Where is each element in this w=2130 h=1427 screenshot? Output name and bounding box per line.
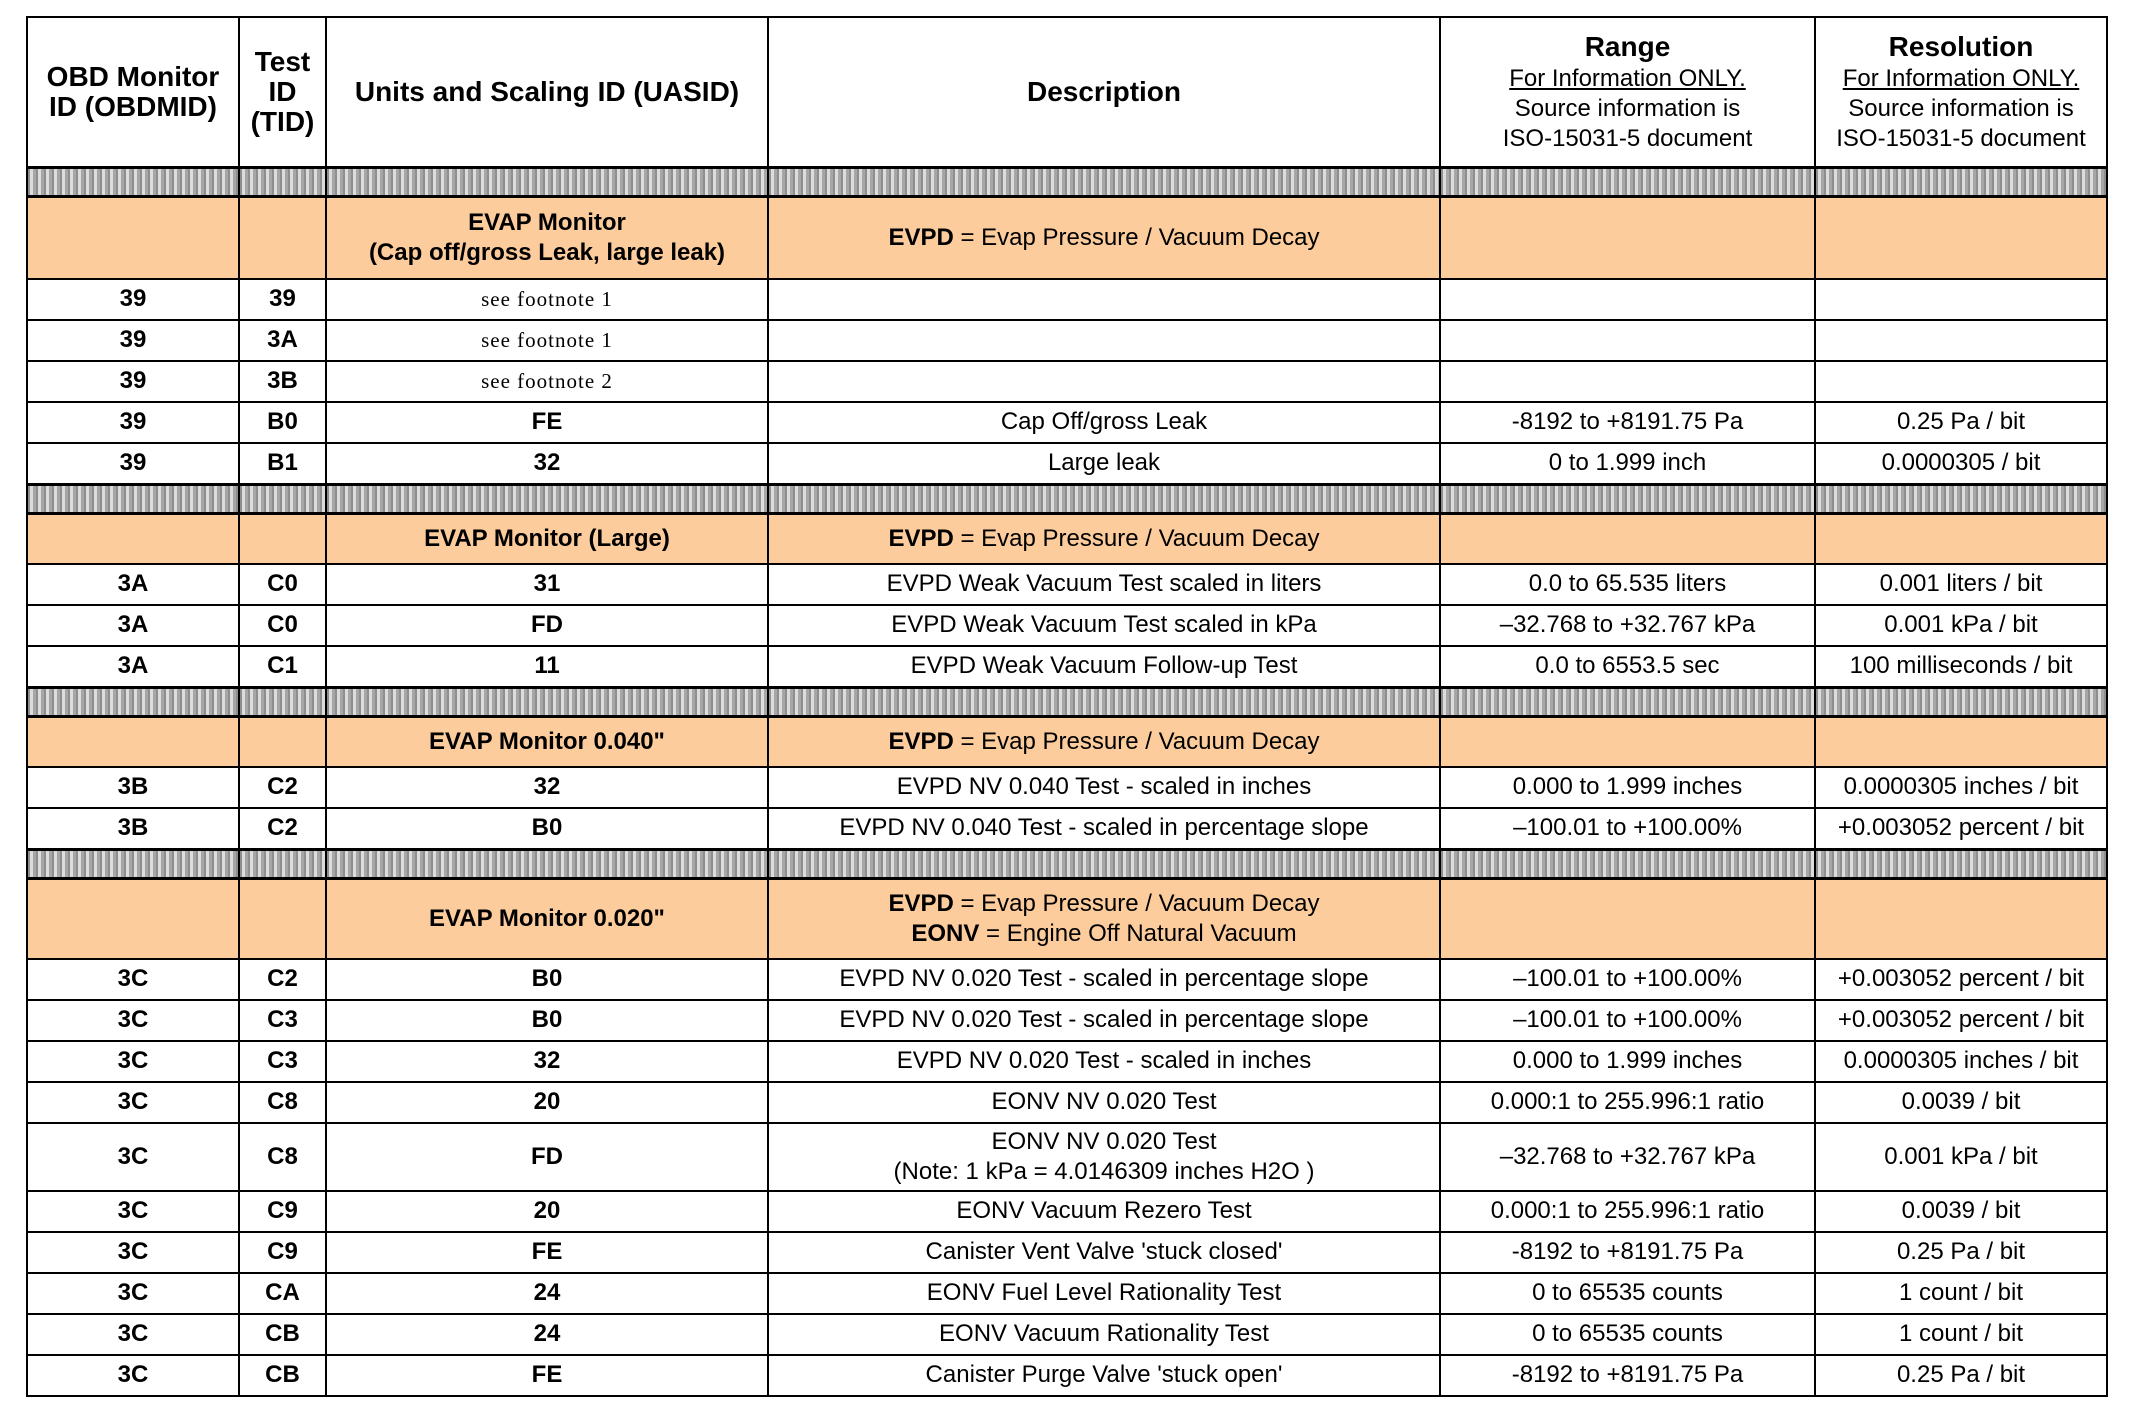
table-row	[27, 1273, 2107, 1314]
resolution-cell: 0.001 kPa / bit	[1815, 1123, 2107, 1191]
range-cell	[1440, 320, 1815, 361]
group-title	[326, 196, 768, 279]
obdmid-cell: 39	[27, 320, 239, 361]
obdmid-cell: 3C	[27, 1314, 239, 1355]
group-header-row	[27, 716, 2107, 767]
table-row	[27, 959, 2107, 1000]
table-row	[27, 1314, 2107, 1355]
description-cell: Cap Off/gross Leak	[768, 402, 1440, 443]
table-row	[27, 605, 2107, 646]
obdmid-cell: 3C	[27, 1082, 239, 1123]
section-divider	[27, 687, 2107, 716]
divider-cell	[1440, 849, 1815, 878]
table-row	[27, 1232, 2107, 1273]
description-cell: EVPD NV 0.020 Test - scaled in percentage slope	[768, 959, 1440, 1000]
uasid-cell: B0	[326, 808, 768, 850]
obdmid-cell: 3B	[27, 808, 239, 850]
group-tid-cell	[239, 878, 326, 959]
group-description-line: EONV = Engine Off Natural Vacuum	[911, 919, 1297, 947]
group-obdmid-cell	[27, 513, 239, 564]
divider-cell	[239, 849, 326, 878]
range-cell: –32.768 to +32.767 kPa	[1440, 1123, 1815, 1191]
header-range: Range For Information ONLY. Source information is ISO-15031-5 document	[1440, 17, 1815, 167]
tid-cell: CB	[239, 1355, 326, 1396]
group-title-line: (Cap off/gross Leak, large leak)	[368, 238, 726, 266]
uasid-cell: see footnote 1	[326, 279, 768, 320]
group-title	[326, 716, 768, 767]
divider-cell	[768, 167, 1440, 196]
description-cell: Large leak	[768, 443, 1440, 485]
group-header-row	[27, 196, 2107, 279]
description-cell: EONV Vacuum Rezero Test	[768, 1191, 1440, 1232]
tid-cell: C9	[239, 1191, 326, 1232]
divider-cell	[1440, 687, 1815, 716]
abbreviation-key: EVPD	[888, 727, 954, 755]
group-header-row	[27, 513, 2107, 564]
uasid-cell: 32	[326, 443, 768, 485]
tid-cell: C2	[239, 808, 326, 850]
tid-cell: CA	[239, 1273, 326, 1314]
obdmid-cell: 3C	[27, 1123, 239, 1191]
range-cell: 0.000 to 1.999 inches	[1440, 767, 1815, 808]
tid-cell: C3	[239, 1000, 326, 1041]
resolution-cell	[1815, 361, 2107, 402]
range-cell: -8192 to +8191.75 Pa	[1440, 1355, 1815, 1396]
tid-cell: C1	[239, 646, 326, 688]
description-cell: EVPD NV 0.040 Test - scaled in percentage slope	[768, 808, 1440, 850]
description-cell	[768, 320, 1440, 361]
tid-cell: 39	[239, 279, 326, 320]
tid-cell: 3A	[239, 320, 326, 361]
table-row	[27, 808, 2107, 850]
uasid-cell: FD	[326, 1123, 768, 1191]
description-cell	[768, 361, 1440, 402]
obdmid-cell: 39	[27, 361, 239, 402]
group-range-cell	[1440, 196, 1815, 279]
resolution-cell: 0.0039 / bit	[1815, 1082, 2107, 1123]
uasid-cell: 32	[326, 767, 768, 808]
range-cell: 0.0 to 6553.5 sec	[1440, 646, 1815, 688]
resolution-cell: 0.25 Pa / bit	[1815, 1232, 2107, 1273]
divider-cell	[768, 849, 1440, 878]
divider-cell	[1815, 167, 2107, 196]
divider-cell	[239, 687, 326, 716]
obdmid-cell: 3A	[27, 564, 239, 605]
range-cell: 0.0 to 65.535 liters	[1440, 564, 1815, 605]
obdmid-cell: 3C	[27, 1273, 239, 1314]
description-cell: EONV Vacuum Rationality Test	[768, 1314, 1440, 1355]
header-tid: Test ID (TID)	[239, 17, 326, 167]
tid-cell: C8	[239, 1123, 326, 1191]
header-resolution: Resolution For Information ONLY. Source information is ISO-15031-5 document	[1815, 17, 2107, 167]
resolution-cell: 0.25 Pa / bit	[1815, 1355, 2107, 1396]
group-title	[326, 513, 768, 564]
group-title-line: EVAP Monitor (Large)	[424, 524, 670, 552]
group-resolution-cell	[1815, 513, 2107, 564]
table-row	[27, 279, 2107, 320]
resolution-cell	[1815, 279, 2107, 320]
group-description	[768, 196, 1440, 279]
table-row	[27, 320, 2107, 361]
description-cell: EONV Fuel Level Rationality Test	[768, 1273, 1440, 1314]
resolution-cell: +0.003052 percent / bit	[1815, 959, 2107, 1000]
obdmid-cell: 3A	[27, 646, 239, 688]
tid-cell: C3	[239, 1041, 326, 1082]
resolution-cell: 0.0000305 / bit	[1815, 443, 2107, 485]
description-cell: EVPD NV 0.020 Test - scaled in inches	[768, 1041, 1440, 1082]
group-header-row	[27, 878, 2107, 959]
divider-cell	[326, 849, 768, 878]
group-description-line: EVPD = Evap Pressure / Vacuum Decay	[888, 524, 1320, 552]
abbreviation-key: EONV	[911, 919, 980, 947]
obdmid-cell: 3B	[27, 767, 239, 808]
table-row	[27, 564, 2107, 605]
range-cell: 0 to 65535 counts	[1440, 1314, 1815, 1355]
obdmid-cell: 3C	[27, 1355, 239, 1396]
description-line: EONV NV 0.020 Test	[991, 1127, 1217, 1155]
description-cell	[768, 279, 1440, 320]
group-description-line: EVPD = Evap Pressure / Vacuum Decay	[888, 223, 1320, 251]
obdmid-table	[26, 16, 2108, 1397]
divider-cell	[1815, 484, 2107, 513]
range-cell: –100.01 to +100.00%	[1440, 808, 1815, 850]
resolution-cell: 0.0039 / bit	[1815, 1191, 2107, 1232]
divider-cell	[27, 167, 239, 196]
tid-cell: B0	[239, 402, 326, 443]
section-divider	[27, 167, 2107, 196]
description-cell: EVPD NV 0.040 Test - scaled in inches	[768, 767, 1440, 808]
uasid-cell: see footnote 2	[326, 361, 768, 402]
group-resolution-cell	[1815, 716, 2107, 767]
uasid-cell: 20	[326, 1191, 768, 1232]
table-row	[27, 1082, 2107, 1123]
table-row	[27, 443, 2107, 485]
group-obdmid-cell	[27, 196, 239, 279]
table-body	[27, 167, 2107, 1396]
uasid-cell: 24	[326, 1314, 768, 1355]
divider-cell	[1815, 687, 2107, 716]
range-cell: 0 to 65535 counts	[1440, 1273, 1815, 1314]
table-row	[27, 646, 2107, 688]
uasid-cell: 24	[326, 1273, 768, 1314]
tid-cell: C9	[239, 1232, 326, 1273]
header-uasid: Units and Scaling ID (UASID)	[326, 17, 768, 167]
divider-cell	[326, 687, 768, 716]
obdmid-cell: 3C	[27, 1232, 239, 1273]
divider-cell	[239, 167, 326, 196]
group-description	[768, 513, 1440, 564]
uasid-cell: 11	[326, 646, 768, 688]
section-divider	[27, 849, 2107, 878]
uasid-cell: see footnote 1	[326, 320, 768, 361]
uasid-cell: 20	[326, 1082, 768, 1123]
resolution-cell: 0.0000305 inches / bit	[1815, 1041, 2107, 1082]
uasid-cell: FE	[326, 1232, 768, 1273]
divider-cell	[326, 484, 768, 513]
group-description	[768, 878, 1440, 959]
group-resolution-cell	[1815, 196, 2107, 279]
tid-cell: C0	[239, 605, 326, 646]
resolution-cell: 0.001 liters / bit	[1815, 564, 2107, 605]
group-title	[326, 878, 768, 959]
header-obdmid: OBD Monitor ID (OBDMID)	[27, 17, 239, 167]
tid-cell: B1	[239, 443, 326, 485]
group-tid-cell	[239, 513, 326, 564]
group-tid-cell	[239, 196, 326, 279]
uasid-cell: FE	[326, 402, 768, 443]
obdmid-cell: 39	[27, 402, 239, 443]
description-cell: Canister Vent Valve 'stuck closed'	[768, 1232, 1440, 1273]
range-cell: –100.01 to +100.00%	[1440, 1000, 1815, 1041]
tid-cell: 3B	[239, 361, 326, 402]
group-title-line: EVAP Monitor 0.040"	[429, 727, 665, 755]
group-range-cell	[1440, 878, 1815, 959]
range-cell: 0.000:1 to 255.996:1 ratio	[1440, 1191, 1815, 1232]
section-divider	[27, 484, 2107, 513]
table-row	[27, 1041, 2107, 1082]
description-cell: EONV NV 0.020 Test	[768, 1082, 1440, 1123]
divider-cell	[1815, 849, 2107, 878]
table-row	[27, 767, 2107, 808]
group-obdmid-cell	[27, 716, 239, 767]
table-row	[27, 1000, 2107, 1041]
table-row	[27, 1191, 2107, 1232]
divider-cell	[326, 167, 768, 196]
description-note: (Note: 1 kPa = 4.0146309 inches H2O )	[893, 1157, 1315, 1185]
range-cell: –100.01 to +100.00%	[1440, 959, 1815, 1000]
divider-cell	[1440, 167, 1815, 196]
resolution-cell: 1 count / bit	[1815, 1314, 2107, 1355]
uasid-cell: B0	[326, 1000, 768, 1041]
resolution-cell: 1 count / bit	[1815, 1273, 2107, 1314]
abbreviation-key: EVPD	[888, 524, 954, 552]
divider-cell	[27, 687, 239, 716]
divider-cell	[768, 484, 1440, 513]
tid-cell: C2	[239, 959, 326, 1000]
description-cell: EVPD Weak Vacuum Test scaled in kPa	[768, 605, 1440, 646]
tid-cell: C8	[239, 1082, 326, 1123]
tid-cell: C0	[239, 564, 326, 605]
table-row	[27, 361, 2107, 402]
header-row	[27, 17, 2107, 167]
group-description-line: EVPD = Evap Pressure / Vacuum Decay	[888, 889, 1320, 917]
range-cell: -8192 to +8191.75 Pa	[1440, 402, 1815, 443]
group-resolution-cell	[1815, 878, 2107, 959]
description-cell: EVPD NV 0.020 Test - scaled in percentage slope	[768, 1000, 1440, 1041]
resolution-cell: 100 milliseconds / bit	[1815, 646, 2107, 688]
group-title-line: EVAP Monitor 0.020"	[429, 904, 665, 932]
divider-cell	[768, 687, 1440, 716]
group-obdmid-cell	[27, 878, 239, 959]
divider-cell	[1440, 484, 1815, 513]
group-tid-cell	[239, 716, 326, 767]
group-description-line: EVPD = Evap Pressure / Vacuum Decay	[888, 727, 1320, 755]
table-row	[27, 402, 2107, 443]
group-title-line: EVAP Monitor	[468, 208, 626, 236]
resolution-cell: 0.0000305 inches / bit	[1815, 767, 2107, 808]
abbreviation-key: EVPD	[888, 223, 954, 251]
abbreviation-key: EVPD	[888, 889, 954, 917]
obdmid-cell: 3C	[27, 959, 239, 1000]
range-cell: -8192 to +8191.75 Pa	[1440, 1232, 1815, 1273]
description-cell	[768, 1123, 1440, 1191]
obdmid-cell: 39	[27, 443, 239, 485]
uasid-cell: 31	[326, 564, 768, 605]
obdmid-cell: 3C	[27, 1191, 239, 1232]
range-cell	[1440, 279, 1815, 320]
range-cell: 0.000:1 to 255.996:1 ratio	[1440, 1082, 1815, 1123]
range-cell: –32.768 to +32.767 kPa	[1440, 605, 1815, 646]
resolution-cell	[1815, 320, 2107, 361]
description-cell: Canister Purge Valve 'stuck open'	[768, 1355, 1440, 1396]
group-description	[768, 716, 1440, 767]
obdmid-cell: 3A	[27, 605, 239, 646]
header-description: Description	[768, 17, 1440, 167]
resolution-cell: 0.001 kPa / bit	[1815, 605, 2107, 646]
uasid-cell: FE	[326, 1355, 768, 1396]
range-cell: 0 to 1.999 inch	[1440, 443, 1815, 485]
divider-cell	[27, 484, 239, 513]
uasid-cell: B0	[326, 959, 768, 1000]
resolution-cell: +0.003052 percent / bit	[1815, 1000, 2107, 1041]
obdmid-cell: 39	[27, 279, 239, 320]
obdmid-cell: 3C	[27, 1041, 239, 1082]
group-range-cell	[1440, 513, 1815, 564]
tid-cell: CB	[239, 1314, 326, 1355]
description-cell: EVPD Weak Vacuum Test scaled in liters	[768, 564, 1440, 605]
resolution-cell: +0.003052 percent / bit	[1815, 808, 2107, 850]
obdmid-cell: 3C	[27, 1000, 239, 1041]
description-cell: EVPD Weak Vacuum Follow-up Test	[768, 646, 1440, 688]
table-row	[27, 1123, 2107, 1191]
tid-cell: C2	[239, 767, 326, 808]
group-range-cell	[1440, 716, 1815, 767]
uasid-cell: FD	[326, 605, 768, 646]
table-row	[27, 1355, 2107, 1396]
divider-cell	[239, 484, 326, 513]
uasid-cell: 32	[326, 1041, 768, 1082]
range-cell: 0.000 to 1.999 inches	[1440, 1041, 1815, 1082]
range-cell	[1440, 361, 1815, 402]
resolution-cell: 0.25 Pa / bit	[1815, 402, 2107, 443]
divider-cell	[27, 849, 239, 878]
